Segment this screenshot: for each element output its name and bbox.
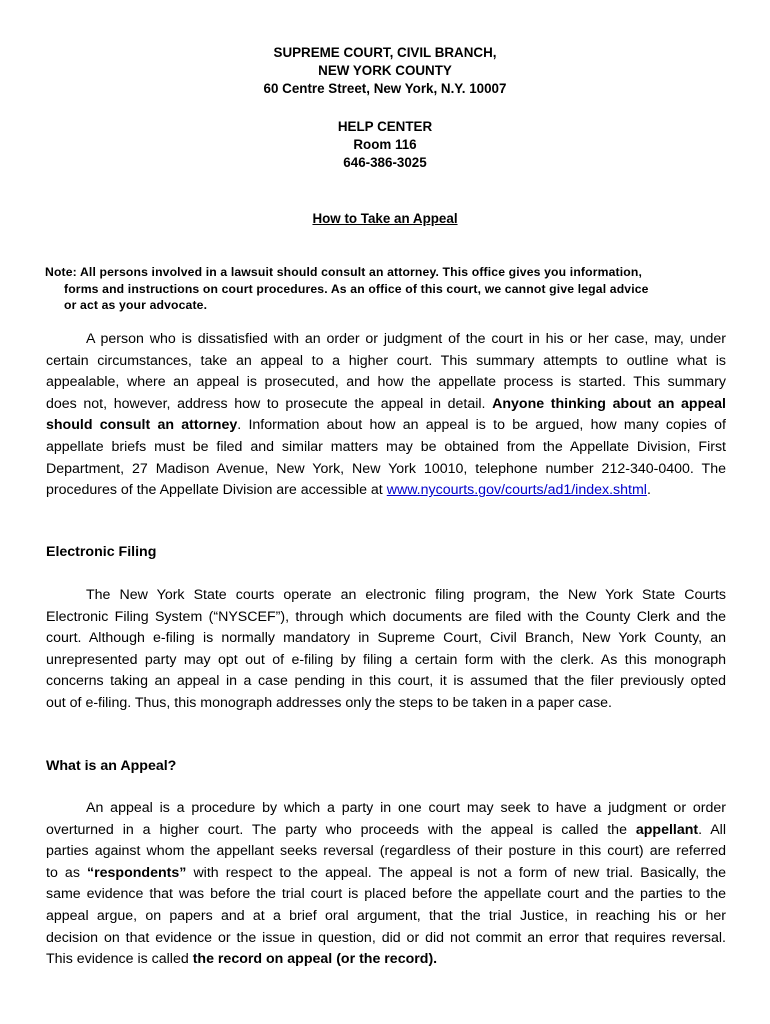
- note-block: [45, 264, 735, 314]
- paragraph-line: overturned in a higher court. The party who proceeds with the appeal is called the appellant. All: [46, 821, 726, 838]
- paragraph-line: appeal argue, on papers and at a brief oral argument, that the trial Justice, in reaching his or her: [46, 907, 726, 924]
- paragraph-line: This evidence is called the record on appeal (or the record).: [46, 951, 438, 968]
- paragraph-line: should consult an attorney. Information about how an appeal is to be argued, how many copies of: [46, 417, 726, 434]
- paragraph-line: same evidence that was before the trial court is placed before the appellate court and the parties to the: [46, 886, 726, 903]
- room-number: Room 116: [353, 137, 417, 152]
- paragraph-line: to as “respondents” with respect to the appeal. The appeal is not a form of new trial. Basically, the: [46, 864, 726, 881]
- appellate-division-link[interactable]: www.nycourts.gov/courts/ad1/index.shtml: [386, 482, 647, 499]
- appeal-paragraph: [46, 798, 726, 971]
- paragraph-line: An appeal is a procedure by which a party in one court may seek to have a judgment or order: [86, 800, 726, 816]
- emphasis-text: Anyone thinking about an appeal: [492, 395, 726, 412]
- paragraph-line: A person who is dissatisfied with an order or judgment of the court in his or her case, may, under: [86, 331, 726, 347]
- paragraph-line: concerns taking an appeal in a case pending in this court, it is assumed that the filer previously opted: [46, 673, 726, 690]
- paragraph-line: out of e-filing. Thus, this monograph addresses only the steps to be taken in a paper case.: [46, 694, 613, 711]
- document-title: How to Take an Appeal: [312, 211, 458, 226]
- paragraph-line: appealable, where an appeal is prosecuted, and how the appellate process is started. This summary: [46, 374, 726, 391]
- phone-number: 646-386-3025: [343, 155, 427, 170]
- help-center-block: [0, 118, 770, 172]
- paragraph-line: Department, 27 Madison Avenue, New York, New York 10010, telephone number 212-340-0400. The: [46, 460, 726, 477]
- court-name: SUPREME COURT, CIVIL BRANCH,: [273, 45, 497, 60]
- paragraph-line: does not, however, address how to prosecute the appeal in detail. Anyone thinking about an appeal: [46, 395, 726, 412]
- emphasis-text: “respondents”: [87, 864, 187, 881]
- court-address: 60 Centre Street, New York, N.Y. 10007: [263, 81, 507, 96]
- paragraph-line: unrepresented party may opt out of e-filing by filing a certain form with the clerk. As this monograph: [46, 651, 726, 668]
- paragraph-line: parties against whom the appellant seeks reversal (regardless of their posture in this court) are referred: [46, 843, 726, 860]
- note-line: forms and instructions on court procedures. As an office of this court, we cannot give legal advice: [64, 281, 649, 296]
- efiling-paragraph: [46, 585, 726, 715]
- section-heading-what-is-appeal: What is an Appeal?: [46, 758, 177, 774]
- court-header: [0, 44, 770, 98]
- paragraph-line: appellate briefs must be filed and similar matters may be obtained from the Appellate Division, First: [46, 438, 726, 455]
- paragraph-line: decision on that evidence or the issue in question, did or did not commit an error that requires reversal.: [46, 929, 726, 946]
- emphasis-text: should consult an attorney: [46, 417, 238, 434]
- paragraph-line: procedures of the Appellate Division are accessible at www.nycourts.gov/courts/ad1/index.shtml.: [46, 482, 651, 499]
- section-heading-electronic-filing: Electronic Filing: [46, 544, 157, 560]
- emphasis-text: appellant: [635, 821, 699, 838]
- paragraph-line: certain circumstances, take an appeal to a higher court. This summary attempts to outline what is: [46, 352, 726, 369]
- paragraph-line: The New York State courts operate an electronic filing program, the New York State Courts: [86, 587, 726, 603]
- county-name: NEW YORK COUNTY: [318, 63, 452, 78]
- paragraph-line: court. Although e-filing is normally mandatory in Supreme Court, Civil Branch, New York County, an: [46, 630, 726, 647]
- intro-paragraph: [46, 329, 726, 502]
- paragraph-line: Electronic Filing System (“NYSCEF”), through which documents are filed with the County Clerk and the: [46, 608, 726, 625]
- note-line: Note: All persons involved in a lawsuit should consult an attorney. This office gives you information,: [45, 265, 642, 279]
- help-center-label: HELP CENTER: [337, 119, 433, 134]
- emphasis-text: the record).: [359, 951, 438, 968]
- emphasis-text: the record on appeal: [192, 951, 333, 968]
- note-line: or act as your advocate.: [64, 298, 208, 312]
